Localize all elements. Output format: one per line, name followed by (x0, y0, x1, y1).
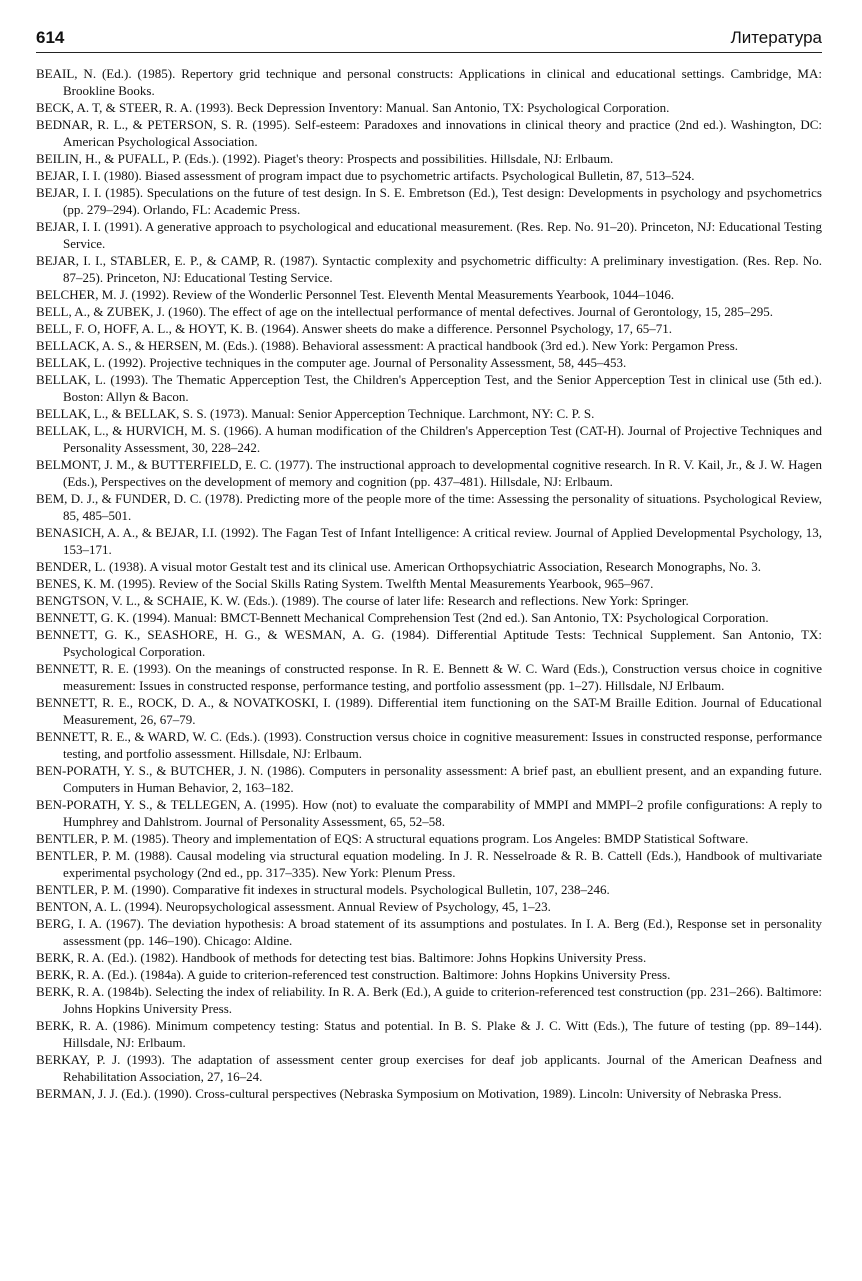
reference-entry: BENTLER, P. M. (1988). Causal modeling via structural equation modeling. In J. R. Nesselroade & R. B. Cattell (Eds.), Handbook of multivariate experimental psychology (2nd ed., pp. 317–335). New York: Plenum Press. (36, 848, 822, 880)
reference-entry: BEN-PORATH, Y. S., & TELLEGEN, A. (1995). How (not) to evaluate the comparability of MMPI and MMPI–2 profile configurations: A reply to Humphrey and Dahlstrom. Journal of Personality Assessment, 65, 52–58. (36, 797, 822, 829)
reference-entry: BERG, I. A. (1967). The deviation hypothesis: A broad statement of its assumptions and postulates. In I. A. Berg (Ed.), Response set in personality assessment (pp. 146–190). Chicago: Aldine. (36, 916, 822, 948)
reference-entry: BELL, F. O, HOFF, A. L., & HOYT, K. B. (1964). Answer sheets do make a difference. Personnel Psychology, 17, 65–71. (36, 321, 673, 336)
reference-entry: BENASICH, A. A., & BEJAR, I.I. (1992). The Fagan Test of Infant Intelligence: A critical review. Journal of Applied Developmental Psychology, 13, 153–171. (36, 525, 822, 557)
reference-entry: BENNETT, R. E. (1993). On the meanings of constructed response. In R. E. Bennett & W. C. Ward (Eds.), Construction versus choice in cognitive measurement: Issues in constructed response, performance testing, and portfolio assessment (pp. 1–27). Hillsdale, NJ Erlbaum. (36, 661, 822, 693)
reference-entry: BELLAK, L. (1993). The Thematic Apperception Test, the Children's Apperception Test, and the Senior Apperception Test in clinical use (5th ed.). Boston: Allyn & Bacon. (36, 372, 822, 404)
reference-entry: BEJAR, I. I. (1991). A generative approach to psychological and educational measurement. (Res. Rep. No. 91–20). Princeton, NJ: Educational Testing Service. (36, 219, 822, 251)
reference-entry: BEM, D. J., & FUNDER, D. C. (1978). Predicting more of the people more of the time: Assessing the personality of situations. Psychological Review, 85, 485–501. (36, 491, 822, 523)
reference-entry: BELLAK, L., & BELLAK, S. S. (1973). Manual: Senior Apperception Technique. Larchmont, NY: C. P. S. (36, 406, 595, 421)
reference-entry: BENNETT, G. K., SEASHORE, H. G., & WESMAN, A. G. (1984). Differential Aptitude Tests: Technical Supplement. San Antonio, TX: Psychological Corporation. (36, 627, 822, 659)
reference-entry: BENTLER, P. M. (1990). Comparative fit indexes in structural models. Psychological Bulletin, 107, 238–246. (36, 882, 610, 897)
reference-entry: BEAIL, N. (Ed.). (1985). Repertory grid technique and personal constructs: Applications in clinical and educational settings. Cambridge, MA: Brookline Books. (36, 66, 822, 98)
reference-entry: BELMONT, J. M., & BUTTERFIELD, E. C. (1977). The instructional approach to developmental cognitive research. In R. V. Kail, Jr., & J. W. Hagen (Eds.), Perspectives on the development of memory and cognition (pp. 437–481). Hillsdale, NJ: Erlbaum. (36, 457, 822, 489)
reference-entry: BELLACK, A. S., & HERSEN, M. (Eds.). (1988). Behavioral assessment: A practical handbook (3rd ed.). New York: Pergamon Press. (36, 338, 739, 353)
reference-entry: BENNETT, R. E., ROCK, D. A., & NOVATKOSKI, I. (1989). Differential item functioning on the SAT-M Braille Edition. Journal of Educational Measurement, 26, 67–79. (36, 695, 822, 727)
running-head: Литература (730, 28, 822, 47)
reference-entry: BENGTSON, V. L., & SCHAIE, K. W. (Eds.). (1989). The course of later life: Research and reflections. New York: Springer. (36, 593, 689, 608)
reference-entry: BERKAY, P. J. (1993). The adaptation of assessment center group exercises for deaf job applicants. Journal of the American Deafness and Rehabilitation Association, 27, 16–24. (36, 1052, 822, 1084)
reference-entry: BERK, R. A. (Ed.). (1984a). A guide to criterion-referenced test construction. Baltimore: Johns Hopkins University Press. (36, 967, 671, 982)
page-header (36, 28, 822, 53)
reference-list (36, 65, 822, 1102)
reference-entry: BERK, R. A. (1984b). Selecting the index of reliability. In R. A. Berk (Ed.), A guide to criterion-referenced test construction (pp. 231–266). Baltimore: Johns Hopkins University Press. (36, 984, 822, 1016)
reference-entry: BEDNAR, R. L., & PETERSON, S. R. (1995). Self-esteem: Paradoxes and innovations in clinical theory and practice (2nd ed.). Washington, DC: American Psychological Association. (36, 117, 822, 149)
page-number: 614 (36, 28, 65, 47)
reference-entry: BENTLER, P. M. (1985). Theory and implementation of EQS: A structural equations program. Los Angeles: BMDP Statistical Software. (36, 831, 749, 846)
reference-entry: BERK, R. A. (1986). Minimum competency testing: Status and potential. In B. S. Plake & J. C. Witt (Eds.), The future of testing (pp. 89–144). Hillsdale, NJ: Erlbaum. (36, 1018, 822, 1050)
reference-entry: BELLAK, L. (1992). Projective techniques in the computer age. Journal of Personality Assessment, 58, 445–453. (36, 355, 627, 370)
reference-entry: BENNETT, G. K. (1994). Manual: BMCT-Bennett Mechanical Comprehension Test (2nd ed.). San Antonio, TX: Psychological Corporation. (36, 610, 769, 625)
reference-entry: BEJAR, I. I. (1985). Speculations on the future of test design. In S. E. Embretson (Ed.), Test design: Developments in psychology and psychometrics (pp. 279–294). Orlando, FL: Academic Press. (36, 185, 822, 217)
reference-entry: BENTON, A. L. (1994). Neuropsychological assessment. Annual Review of Psychology, 45, 1–23. (36, 899, 551, 914)
reference-entry: BEN-PORATH, Y. S., & BUTCHER, J. N. (1986). Computers in personality assessment: A brief past, an ebullient present, and an expanding future. Computers in Human Behavior, 2, 163–182. (36, 763, 822, 795)
reference-entry: BERK, R. A. (Ed.). (1982). Handbook of methods for detecting test bias. Baltimore: Johns Hopkins University Press. (36, 950, 647, 965)
reference-entry: BENDER, L. (1938). A visual motor Gestalt test and its clinical use. American Orthopsychiatric Association, Research Monographs, No. 3. (36, 559, 761, 574)
reference-entry: BELCHER, M. J. (1992). Review of the Wonderlic Personnel Test. Eleventh Mental Measurements Yearbook, 1044–1046. (36, 287, 675, 302)
reference-entry: BEJAR, I. I. (1980). Biased assessment of program impact due to psychometric artifacts. Psychological Bulletin, 87, 513–524. (36, 168, 695, 183)
reference-entry: BECK, A. T, & STEER, R. A. (1993). Beck Depression Inventory: Manual. San Antonio, TX: Psychological Corporation. (36, 100, 670, 115)
reference-entry: BEJAR, I. I., STABLER, E. P., & CAMP, R. (1987). Syntactic complexity and psychometric difficulty: A preliminary investigation. (Res. Rep. No. 87–25). Princeton, NJ: Educational Testing Service. (36, 253, 822, 285)
reference-entry: BELLAK, L., & HURVICH, M. S. (1966). A human modification of the Children's Apperception Test (CAT-H). Journal of Projective Techniques and Personality Assessment, 30, 228–242. (36, 423, 822, 455)
reference-entry: BENES, K. M. (1995). Review of the Social Skills Rating System. Twelfth Mental Measurements Yearbook, 965–967. (36, 576, 654, 591)
reference-entry: BELL, A., & ZUBEK, J. (1960). The effect of age on the intellectual performance of mental defectives. Journal of Gerontology, 15, 285–295. (36, 304, 773, 319)
reference-entry: BERMAN, J. J. (Ed.). (1990). Cross-cultural perspectives (Nebraska Symposium on Motivation, 1989). Lincoln: University of Nebraska Press. (36, 1086, 782, 1101)
reference-entry: BEILIN, H., & PUFALL, P. (Eds.). (1992). Piaget's theory: Prospects and possibilities. Hillsdale, NJ: Erlbaum. (36, 151, 614, 166)
reference-entry: BENNETT, R. E., & WARD, W. C. (Eds.). (1993). Construction versus choice in cognitive measurement: Issues in constructed response, performance testing, and portfolio assessment. Hillsdale, NJ: Erlbaum. (36, 729, 822, 761)
